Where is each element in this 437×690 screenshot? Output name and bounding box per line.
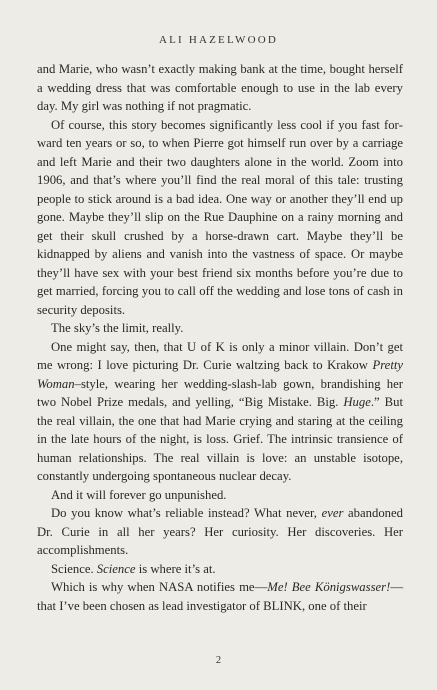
paragraph: [37, 578, 403, 615]
paragraph: And it will forever go unpunished.: [51, 487, 227, 502]
italic-emphasis: Me! Bee Königswasser!: [267, 580, 391, 594]
text-run: One might say, then, that U of K is only a minor villain. Don’t get me wrong: I love picturing Dr. Curie waltzing back to Krakow: [37, 339, 403, 372]
italic-emphasis: ever: [321, 506, 344, 520]
text-run: —that I’ve been chosen as lead investigator of BLINK, one of their: [37, 580, 404, 613]
text-run: is where it’s at.: [135, 561, 216, 576]
italic-title: Pretty Woman: [37, 358, 403, 391]
running-head: ALI HAZELWOOD: [158, 34, 279, 46]
text-run: Which is why when NASA notifies me—: [51, 580, 268, 594]
page-number: 2: [215, 655, 222, 666]
paragraph: Of course, this story becomes significantly less cool if you fast forward ten years or so, to when Pierre got himself run over by a carriage and left Marie and their two daughters alone in the world. Zoom into 1906, and that’s where you’ll find the real moral of this tale: trusting people to stick around is a bad idea. One way or another they’ll end up gone. Maybe they’ll slip on the Rue Dauphine on a rainy morning and get their skull crushed by a horse-drawn cart. Maybe they’ll be kidnapped by aliens and vanish into the vastness of space. Or maybe they’ll have sex with your best friend six months before you’re due to get married, forcing you to call off the wedding and lose tons of cash in security deposits.: [37, 117, 403, 317]
paragraph: [37, 338, 403, 486]
paragraph: The sky’s the limit, really.: [51, 321, 184, 335]
text-run: Do you know what’s reliable instead? What never,: [51, 506, 322, 520]
text-run: abandoned Dr. Curie in all her years? Her curiosity. Her discoveries. Her accomplishments.: [37, 506, 403, 557]
body-text: [37, 60, 403, 615]
italic-emphasis: Science: [96, 561, 136, 576]
italic-emphasis: Huge: [343, 395, 371, 409]
paragraph: and Marie, who wasn’t exactly making bank at the time, bought herself a wedding dress that was comfortable enough to use in the lab every day. My girl was nothing if not pragmatic.: [37, 62, 403, 113]
text-run: –style, wearing her wedding-slash-lab gown, brandishing her two Nobel Prize medals, and yelling, “Big Mistake. Big.: [37, 376, 403, 409]
paragraph: [37, 560, 403, 579]
paragraph: [37, 504, 403, 560]
text-run: .” But the real villain, the one that had Marie crying and staring at the ceiling in the late hours of the night, is loss. Grief. The intrinsic transience of human relationships. The real villain is love: an unstable isotope, constantly undergoing spontaneous nuclear decay.: [37, 395, 403, 483]
text-run: Science.: [51, 561, 97, 576]
